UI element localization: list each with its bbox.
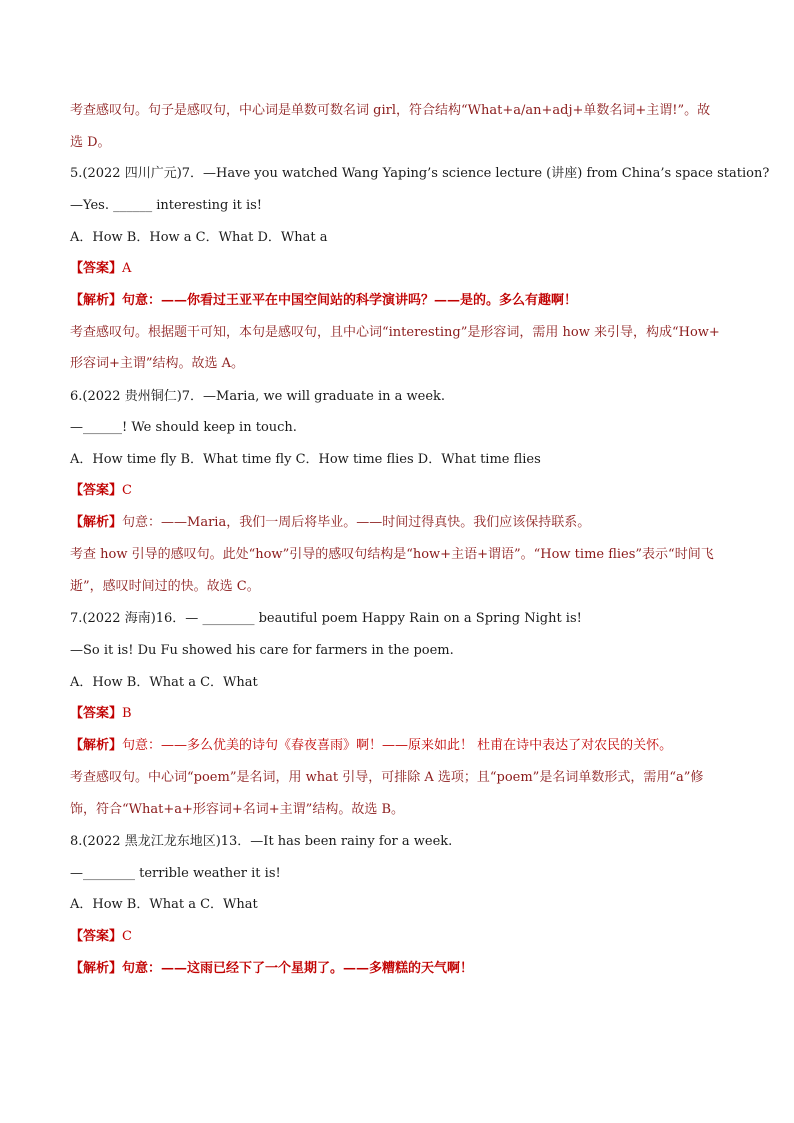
answer-tag: 【答案】: [70, 706, 123, 721]
answer-value: B: [122, 706, 132, 721]
answer-value: A: [122, 261, 132, 276]
analysis-line: 饰，符合“What+a+形容词+名词+主谓”结构。故选 B。: [70, 802, 405, 817]
explain-tag: 【解析】: [70, 293, 123, 308]
analysis-line: 考查 how 引导的感叹句。此处“how”引导的感叹句结构是“how+主语+谓语”。“How time flies”表示“时间飞: [70, 547, 714, 562]
answer-value: C: [122, 483, 132, 498]
explain-text: 句意：——你看过王亚平在中国空间站的科学演讲吗？——是的。多么有趣啊！: [122, 293, 578, 308]
explain-text: 句意：——多么优美的诗句《春夜喜雨》啊！——原来如此！ 杜甫在诗中表达了对农民的关怀。: [122, 738, 673, 753]
question-line: 5.(2022 四川广元)7．—Have you watched Wang Yaping’s science lecture (讲座) from China’s space station?: [70, 166, 770, 181]
options-line: A．How B．How a C．What D．What a: [70, 230, 328, 245]
options-line: A．How time fly B．What time fly C．How time flies D．What time flies: [70, 452, 541, 467]
question-line: 7.(2022 海南)16．— ________ beautiful poem Happy Rain on a Spring Night is!: [70, 611, 582, 626]
question-line: —________ terrible weather it is!: [70, 866, 281, 881]
answer-line: [70, 259, 754, 279]
question-line: 8.(2022 黑龙江龙东地区)13．—It has been rainy for a week.: [70, 834, 453, 849]
analysis-line: 考查感叹句。根据题干可知，本句是感叹句，且中心词“interesting”是形容词，需用 how 来引导，构成“How+: [70, 325, 720, 340]
analysis-line: 选 D。: [70, 135, 111, 150]
explain-tag: 【解析】: [70, 961, 123, 976]
explain-tag: 【解析】: [70, 738, 123, 753]
analysis-line: 考查感叹句。句子是感叹句，中心词是单数可数名词 girl，符合结构“What+a/an+adj+单数名词+主谓!”。故: [70, 103, 711, 118]
question-line: 6.(2022 贵州铜仁)7．—Maria, we will graduate in a week.: [70, 389, 446, 404]
analysis-line: 形容词+主谓”结构。故选 A。: [70, 356, 245, 371]
answer-value: C: [122, 929, 132, 944]
analysis-line: 逝”，感叹时间过的快。故选 C。: [70, 579, 260, 594]
explain-line: [70, 291, 754, 311]
answer-tag: 【答案】: [70, 929, 123, 944]
answer-line: [70, 481, 754, 501]
question-line: —______! We should keep in touch.: [70, 420, 297, 435]
question-line: —Yes. ______ interesting it is!: [70, 198, 263, 213]
options-line: A．How B．What a C．What: [70, 675, 258, 690]
answer-tag: 【答案】: [70, 483, 123, 498]
answer-line: [70, 704, 754, 724]
answer-tag: 【答案】: [70, 261, 123, 276]
explain-line: [70, 513, 754, 533]
answer-line: [70, 927, 754, 947]
question-line: —So it is! Du Fu showed his care for farmers in the poem.: [70, 643, 454, 658]
explain-line: [70, 959, 754, 979]
analysis-line: 考查感叹句。中心词“poem”是名词，用 what 引导，可排除 A 选项；且“poem”是名词单数形式，需用“a”修: [70, 770, 704, 785]
explain-text: 句意：——Maria，我们一周后将毕业。——时间过得真快。我们应该保持联系。: [122, 515, 591, 530]
explain-line: [70, 736, 754, 756]
explain-tag: 【解析】: [70, 515, 123, 530]
explain-text: 句意：——这雨已经下了一个星期了。——多糟糕的天气啊！: [122, 961, 474, 976]
options-line: A．How B．What a C．What: [70, 897, 258, 912]
